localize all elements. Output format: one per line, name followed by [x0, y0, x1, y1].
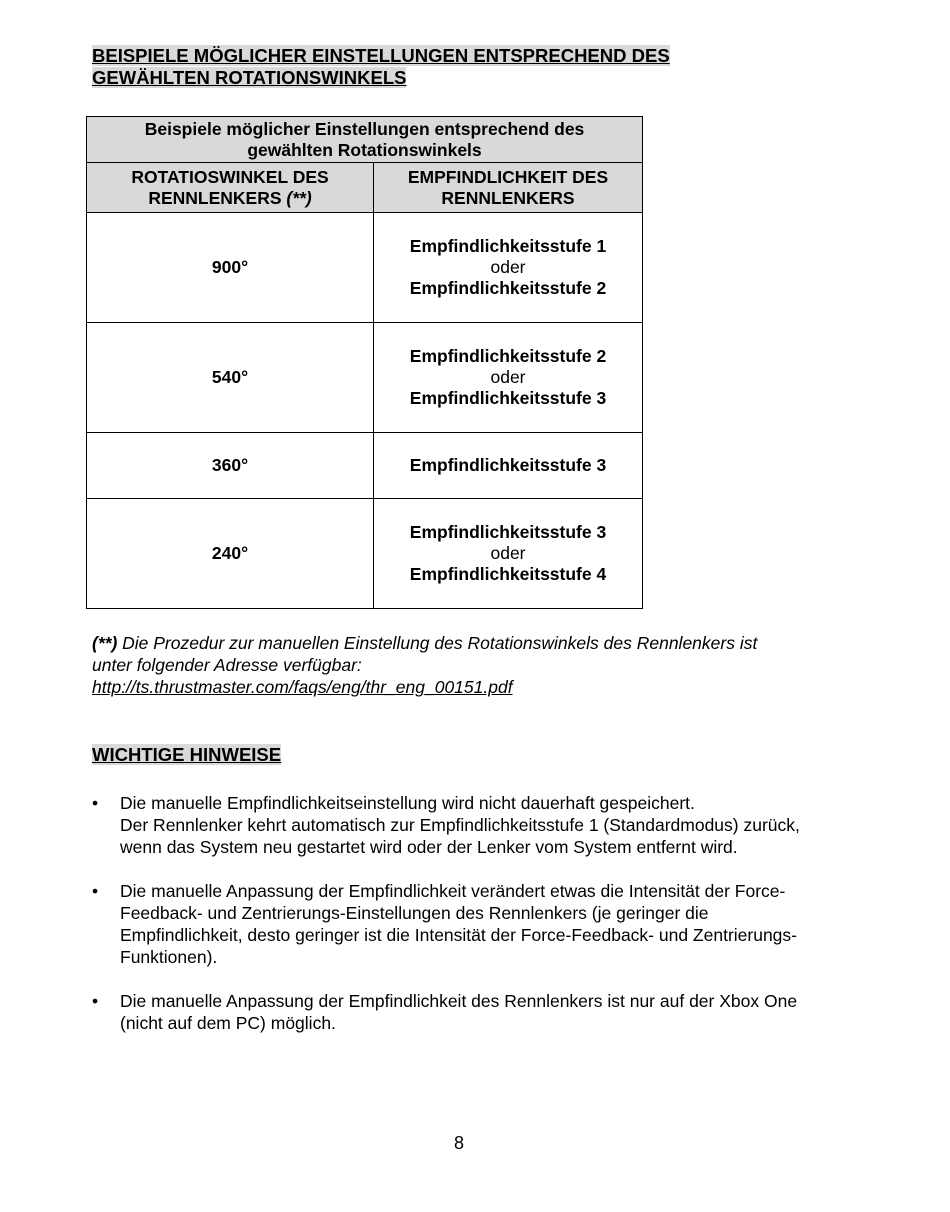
- rotation-angle-cell: 360°: [87, 433, 374, 499]
- sensitivity-level: Empfindlichkeitsstufe 3: [409, 388, 607, 408]
- list-item: [92, 792, 832, 858]
- footnote-link[interactable]: http://ts.thrustmaster.com/faqs/eng/thr_eng_00151.pdf: [92, 677, 513, 697]
- column-header-rotation-line1: ROTATIOSWINKEL DES: [131, 166, 329, 187]
- bullet-icon: •: [92, 793, 99, 813]
- rotation-angle-cell: 900°: [87, 213, 374, 323]
- sensitivity-level: Empfindlichkeitsstufe 2: [409, 278, 607, 298]
- sensitivity-cell: [374, 499, 643, 609]
- table-caption-line2: gewählten Rotationswinkels: [247, 139, 482, 160]
- table-row: [87, 213, 643, 323]
- footnote-text-line1: Die Prozedur zur manuellen Einstellung des Rotationswinkels des Rennlenkers ist: [117, 633, 758, 653]
- footnote-text-line2: unter folgender Adresse verfügbar:: [92, 655, 362, 675]
- table-row: [87, 499, 643, 609]
- sensitivity-cell: [374, 323, 643, 433]
- note-text: Die manuelle Anpassung der Empfindlichkeit verändert etwas die Intensität der Force-Feedback- und Zentrierungs-Einstellungen des Rennlenkers (je geringer die Empfindlichkeit, desto geringer ist die Intensität der Force-Feedback- und Zentrierungs-Funktionen).: [120, 881, 797, 967]
- column-header-rotation-line2: RENNLENKERS: [148, 187, 282, 208]
- sensitivity-cell: [374, 433, 643, 499]
- footnote-marker: (**): [92, 633, 118, 653]
- list-item: [92, 990, 832, 1034]
- note-text: Die manuelle Empfindlichkeitseinstellung wird nicht dauerhaft gespeichert.: [120, 793, 695, 813]
- list-item: [92, 880, 832, 968]
- column-header-rotation: [87, 163, 374, 213]
- note-text: Die manuelle Anpassung der Empfindlichkeit des Rennlenkers ist nur auf der Xbox One (nicht auf dem PC) möglich.: [120, 991, 798, 1033]
- section-heading-notes-text: WICHTIGE HINWEISE: [92, 744, 282, 765]
- sensitivity-level: Empfindlichkeitsstufe 4: [409, 564, 607, 584]
- sensitivity-level: Empfindlichkeitsstufe 3: [409, 455, 607, 475]
- column-header-sensitivity-line2: RENNLENKERS: [441, 187, 575, 208]
- table-row: [87, 433, 643, 499]
- column-header-sensitivity-line1: EMPFINDLICHKEIT DES: [407, 166, 609, 187]
- page-number: 8: [453, 1133, 464, 1153]
- rotation-angle-cell: 240°: [87, 499, 374, 609]
- rotation-angle-cell: 540°: [87, 323, 374, 433]
- table-caption: [87, 117, 643, 163]
- section-heading-notes: [92, 744, 281, 766]
- sensitivity-level: Empfindlichkeitsstufe 1: [409, 236, 607, 256]
- settings-table: [86, 116, 643, 609]
- or-text: oder: [490, 543, 526, 563]
- bullet-icon: •: [92, 881, 99, 901]
- sensitivity-level: Empfindlichkeitsstufe 3: [409, 522, 607, 542]
- or-text: oder: [490, 367, 526, 387]
- section-heading-examples-text: BEISPIELE MÖGLICHER EINSTELLUNGEN ENTSPRECHEND DES GEWÄHLTEN ROTATIONSWINKELS: [92, 45, 670, 88]
- sensitivity-level: Empfindlichkeitsstufe 2: [409, 346, 607, 366]
- bullet-icon: •: [92, 991, 99, 1011]
- column-header-sensitivity: [374, 163, 643, 213]
- section-heading-examples: [92, 45, 792, 89]
- note-text: Der Rennlenker kehrt automatisch zur Empfindlichkeitsstufe 1 (Standardmodus) zurück, wenn das System neu gestartet wird oder der Lenker vom System entfernt wird.: [120, 815, 800, 857]
- footnote: [92, 632, 832, 698]
- column-header-note-marker: (**): [286, 187, 312, 208]
- or-text: oder: [490, 257, 526, 277]
- sensitivity-cell: [374, 213, 643, 323]
- notes-list: [92, 792, 832, 1056]
- table-row: [87, 323, 643, 433]
- table-caption-line1: Beispiele möglicher Einstellungen entsprechend des: [144, 118, 585, 139]
